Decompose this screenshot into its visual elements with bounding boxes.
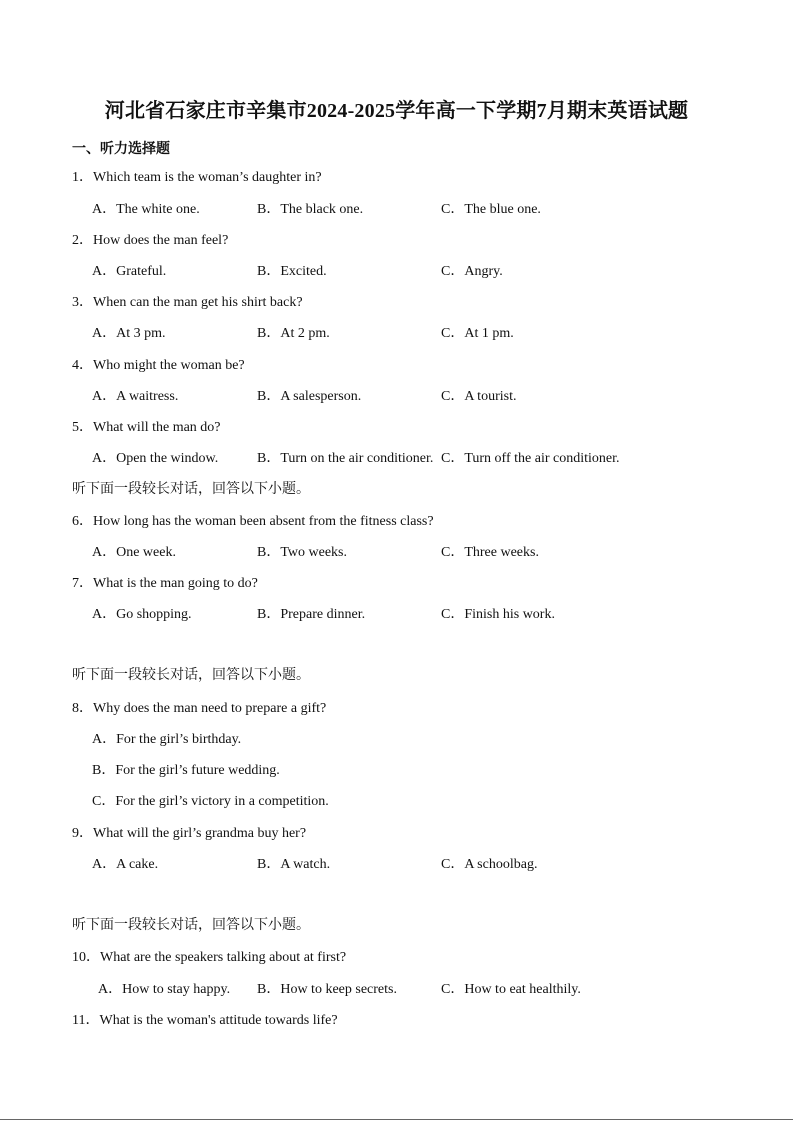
question-4: 4．Who might the woman be?: [72, 358, 245, 373]
question-7: 7．What is the man going to do?: [72, 576, 258, 591]
instruction-1: 听下面一段较长对话，回答以下小题。: [72, 482, 310, 497]
q8-option-b: B．For the girl’s future wedding.: [92, 763, 280, 778]
question-6: 6．How long has the woman been absent from the fitness class?: [72, 514, 434, 529]
q2-option-b: B．Excited.: [257, 264, 327, 279]
q10-option-a: A．How to stay happy.: [98, 982, 231, 997]
q7-option-b: B．Prepare dinner.: [257, 607, 366, 622]
q10-option-b: B．How to keep secrets.: [257, 982, 397, 997]
q9-option-b: B．A watch.: [257, 857, 331, 872]
question-8: 8．Why does the man need to prepare a gift?: [72, 701, 327, 716]
page-bottom-rule: [0, 1119, 793, 1120]
q9-option-a: A．A cake.: [92, 857, 159, 872]
section-heading: 一、听力选择题: [72, 142, 170, 157]
q5-option-a: A．Open the window.: [92, 451, 219, 466]
question-1: 1．Which team is the woman’s daughter in?: [72, 170, 322, 185]
page-title: 河北省石家庄市辛集市2024-2025学年高一下学期7月期末英语试题: [104, 100, 689, 122]
q6-option-c: C．Three weeks.: [441, 545, 539, 560]
question-10: 10．What are the speakers talking about at first?: [72, 950, 347, 965]
q2-option-c: C．Angry.: [441, 264, 503, 279]
question-11: 11．What is the woman's attitude towards life?: [72, 1013, 338, 1028]
q3-option-c: C．At 1 pm.: [441, 326, 514, 341]
q3-option-a: A．At 3 pm.: [92, 326, 166, 341]
q5-option-c: C．Turn off the air conditioner.: [441, 451, 620, 466]
q5-option-b: B．Turn on the air conditioner.: [257, 451, 434, 466]
question-3: 3．When can the man get his shirt back?: [72, 295, 303, 310]
q4-option-a: A．A waitress.: [92, 389, 179, 404]
q6-option-a: A．One week.: [92, 545, 176, 560]
q2-option-a: A．Grateful.: [92, 264, 167, 279]
q8-option-c: C．For the girl’s victory in a competition.: [92, 794, 329, 809]
q6-option-b: B．Two weeks.: [257, 545, 348, 560]
q7-option-c: C．Finish his work.: [441, 607, 555, 622]
q3-option-b: B．At 2 pm.: [257, 326, 330, 341]
question-2: 2．How does the man feel?: [72, 233, 229, 248]
question-5: 5．What will the man do?: [72, 420, 221, 435]
q7-option-a: A．Go shopping.: [92, 607, 192, 622]
question-9: 9．What will the girl’s grandma buy her?: [72, 826, 307, 841]
q10-option-c: C．How to eat healthily.: [441, 982, 581, 997]
q9-option-c: C．A schoolbag.: [441, 857, 538, 872]
instruction-3: 听下面一段较长对话，回答以下小题。: [72, 918, 310, 933]
q1-option-a: A．The white one.: [92, 202, 200, 217]
q4-option-b: B．A salesperson.: [257, 389, 362, 404]
q4-option-c: C．A tourist.: [441, 389, 517, 404]
q1-option-b: B．The black one.: [257, 202, 364, 217]
instruction-2: 听下面一段较长对话，回答以下小题。: [72, 668, 310, 683]
q1-option-c: C．The blue one.: [441, 202, 541, 217]
q8-option-a: A．For the girl’s birthday.: [92, 732, 242, 747]
